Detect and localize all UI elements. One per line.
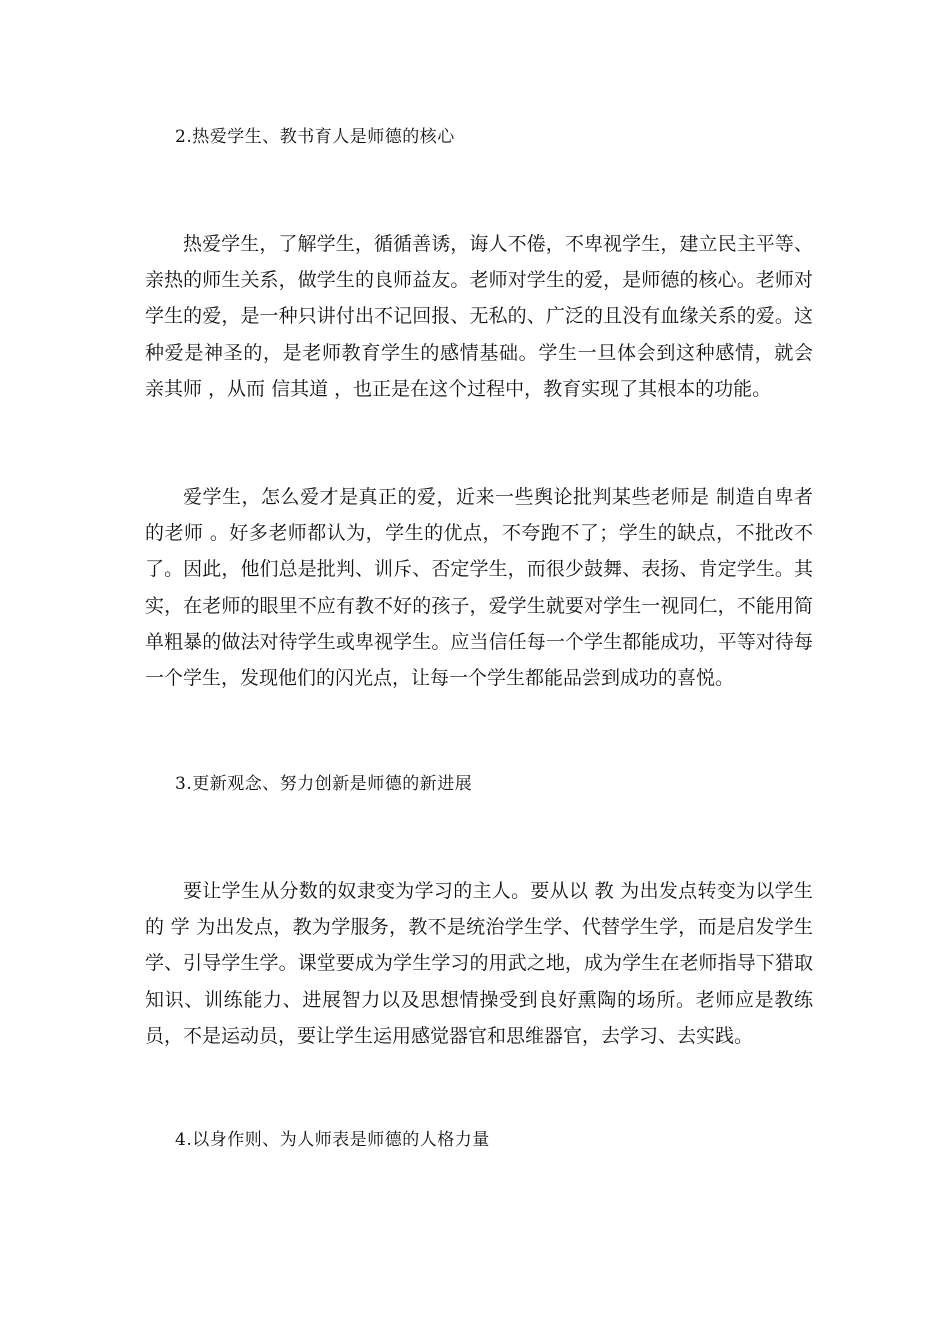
- section-heading-3: 3.更新观念、努力创新是师德的新进展: [175, 774, 473, 794]
- paragraph-student-master: 要让学生从分数的奴隶变为学习的主人。要从以 教 为出发点转变为以学生的 学 为出发点，教为学服务，教不是统治学生学、代替学生学，而是启发学生学、引导学生学。课堂要成为学生学习的用武之地，成为学生在老师指导下猎取知识、训练能力、进展智力以及思想情操受到良好熏陶的场所。老师应是教练员，不是运动员，要让学生运用感觉器官和思维器官，去学习、去实践。: [145, 880, 813, 1047]
- paragraph-love-students: 热爱学生，了解学生，循循善诱，诲人不倦，不卑视学生，建立民主平等、亲热的师生关系，做学生的良师益友。老师对学生的爱，是师德的核心。老师对学生的爱，是一种只讲付出不记回报、无私的、广泛的且没有血缘关系的爱。这种爱是神圣的，是老师教育学生的感情基础。学生一旦体会到这种感情，就会 亲其师 ，从而 信其道 ，也正是在这个过程中，教育实现了其根本的功能。: [145, 233, 813, 400]
- paragraph-how-to-love: 爱学生，怎么爱才是真正的爱，近来一些舆论批判某些老师是 制造自卑者的老师 。好多老师都认为，学生的优点，不夸跑不了；学生的缺点，不批改不了。因此，他们总是批判、训斥、否定学生，而很少鼓舞、表扬、肯定学生。其实，在老师的眼里不应有教不好的孩子，爱学生就要对学生一视同仁，不能用简单粗暴的做法对待学生或卑视学生。应当信任每一个学生都能成功，平等对待每一个学生，发现他们的闪光点，让每一个学生都能品尝到成功的喜悦。: [145, 486, 813, 690]
- section-heading-2: 2.热爱学生、教书育人是师德的核心: [175, 127, 455, 147]
- section-heading-4: 4.以身作则、为人师表是师德的人格力量: [175, 1130, 490, 1150]
